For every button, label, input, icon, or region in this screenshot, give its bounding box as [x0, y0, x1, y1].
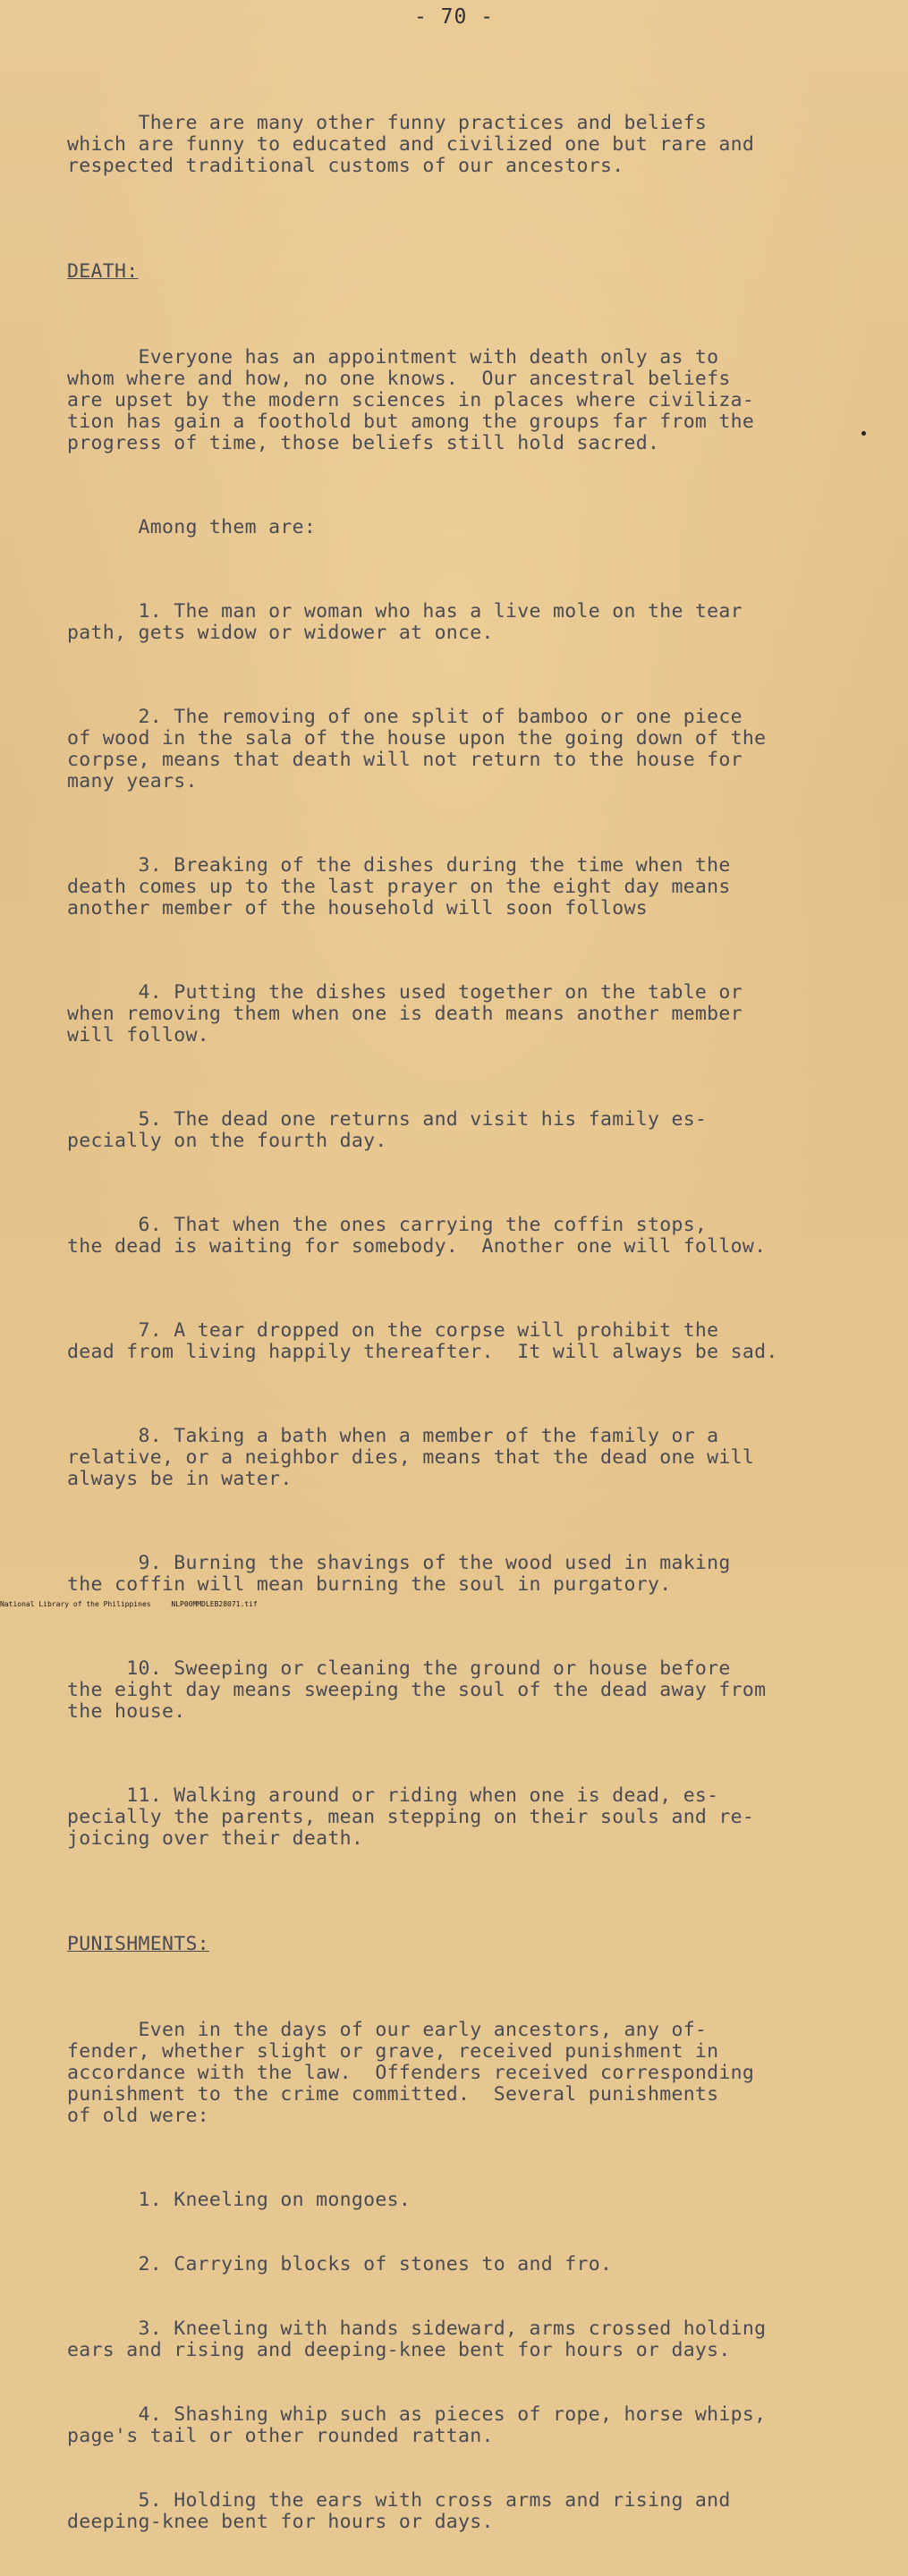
- ink-speck: [861, 431, 866, 436]
- death-item: 4. Putting the dishes used together on the table or when removing them when one is death means another member will follow.: [67, 981, 743, 1046]
- death-item: 5. The dead one returns and visit his family es- pecially on the fourth day.: [67, 1108, 708, 1152]
- death-item: 9. Burning the shavings of the wood used in making the coffin will mean burning the soul in purgatory.: [67, 1552, 731, 1596]
- death-item: 3. Breaking of the dishes during the time when the death comes up to the last prayer on the eight day means another member of the household will soon follows: [67, 854, 731, 919]
- death-item: 6. That when the ones carrying the coffin stops, the dead is waiting for somebody. Another one will follow.: [67, 1214, 767, 1258]
- punishment-item: 2. Carrying blocks of stones to and fro.: [67, 2253, 613, 2275]
- intro-paragraph: There are many other funny practices and beliefs which are funny to educated and civilized one but rare and respected traditional customs of our ancestors.: [67, 112, 755, 177]
- punishment-item: 4. Shashing whip such as pieces of rope, horse whips, page's tail or other rounded rattan.: [67, 2403, 767, 2447]
- death-item: 1. The man or woman who has a live mole on the tear path, gets widow or widower at once.: [67, 600, 743, 644]
- death-among-line: Among them are:: [67, 516, 317, 538]
- page-body: [67, 70, 872, 2576]
- death-item: 11. Walking around or riding when one is dead, es- pecially the parents, mean stepping on their souls and re- joicing over their death.: [67, 1784, 755, 1850]
- punishment-item: 5. Holding the ears with cross arms and rising and deeping-knee bent for hours or days.: [67, 2489, 731, 2533]
- file-name-label: NLP00MMDLEB28071.tif: [171, 1600, 258, 1608]
- death-item: 7. A tear dropped on the corpse will prohibit the dead from living happily thereafter. It will always be sad.: [67, 1319, 778, 1363]
- scan-footer: [0, 1600, 908, 1608]
- library-label: National Library of the Philippines: [0, 1600, 151, 1608]
- page-number: - 70 -: [413, 5, 495, 29]
- death-item: 8. Taking a bath when a member of the family or a relative, or a neighbor dies, means that the dead one will always be in water.: [67, 1425, 755, 1490]
- punishments-heading: PUNISHMENTS:: [67, 1933, 209, 1955]
- punishments-intro-paragraph: Even in the days of our early ancestors, any of- fender, whether slight or grave, received punishment in accordance with the law. Offenders received corresponding punishment to the crime committed. Several punishments of old were:: [67, 2019, 755, 2127]
- death-heading: DEATH:: [67, 260, 139, 283]
- death-item: 2. The removing of one split of bamboo or one piece of wood in the sala of the house upon the going down of the corpse, means that death will not return to the house for many years.: [67, 706, 767, 792]
- punishment-item: 1. Kneeling on mongoes.: [67, 2189, 412, 2211]
- punishment-item: 3. Kneeling with hands sideward, arms crossed holding ears and rising and deeping-knee bent for hours or days.: [67, 2318, 767, 2361]
- death-intro-paragraph: Everyone has an appointment with death only as to whom where and how, no one knows. Our ancestral beliefs are upset by the modern sciences in places where civiliza- tion has gain a foothold but among the groups far from the progress of time, those beliefs still hold sacred.: [67, 346, 755, 454]
- death-item: 10. Sweeping or cleaning the ground or house before the eight day means sweeping the soul of the dead away from the house.: [67, 1657, 767, 1723]
